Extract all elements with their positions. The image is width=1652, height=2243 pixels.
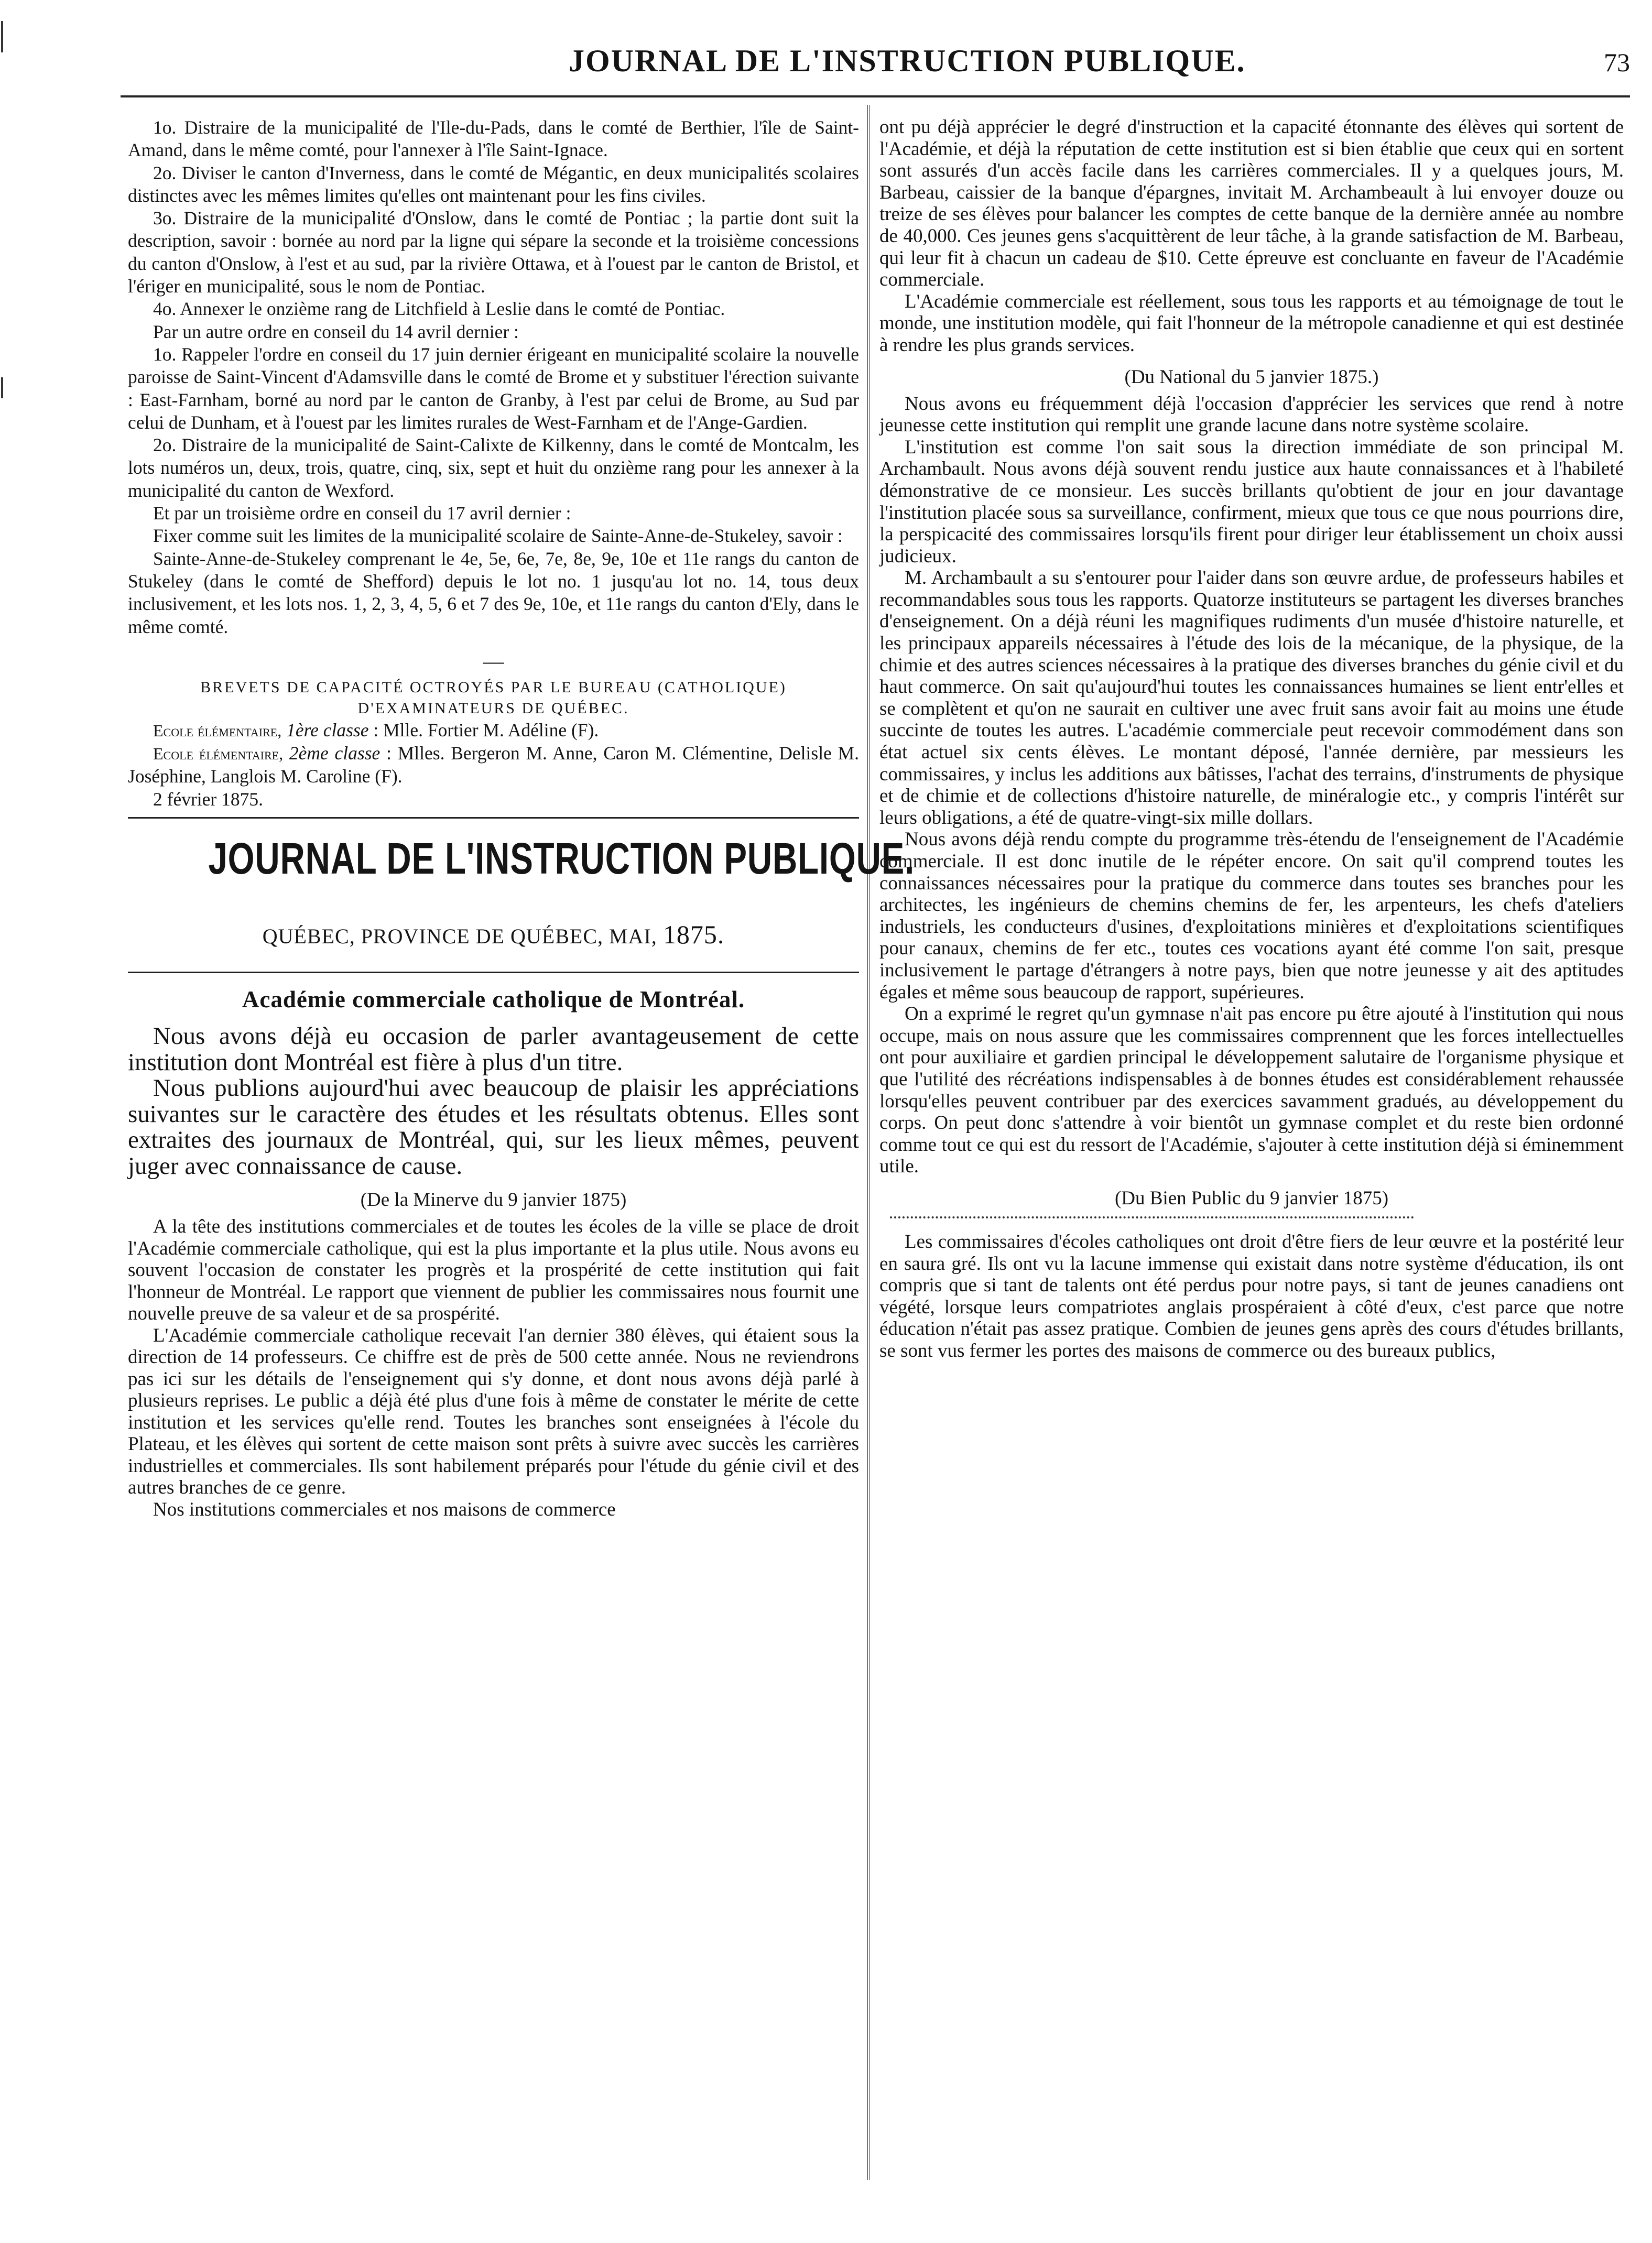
- edge-mark: [1, 377, 3, 398]
- dateline-year: 1875.: [662, 920, 725, 950]
- ecole-date: 2 février 1875.: [153, 788, 263, 810]
- dotted-separator: [890, 1216, 1414, 1218]
- ecole-entry: [128, 719, 859, 742]
- header-title: JOURNAL DE L'INSTRUCTION PUBLIQUE.: [569, 43, 1246, 78]
- section-rule: [128, 817, 859, 819]
- header-rule: [121, 95, 1630, 97]
- article-paragraph: L'Académie commerciale est réellement, sous tous les rapports et au témoignage de tout le monde, une institution modèle, qui fait l'honneur de la métropole canadienne et qui est destinée à rendre les plus grands services.: [879, 290, 1624, 356]
- ecole-label: Ecole élémentaire,: [153, 744, 284, 764]
- dateline-text: QUÉBEC, PROVINCE DE QUÉBEC, MAI,: [262, 924, 657, 949]
- article-paragraph: L'institution est comme l'on sait sous la direction immédiate de son principal M. Archambault. Nous avons déjà souvent rendu justice aux haute connaissances et à l'habileté démonstrative de ce monsieur. Les succès brillants qu'obtient de jour en jour davantage l'institution placée sous sa surveillance, confirment, mieux que tous ce que nous pourrions dire, la perspicacité des commissaires lorsqu'ils firent pour diriger leur établissement un choix aussi judicieux.: [879, 436, 1624, 567]
- column-divider: [867, 105, 871, 2180]
- article-paragraph: Les commissaires d'écoles catholiques ont droit d'être fiers de leur œuvre et la postérité leur en saura gré. Ils ont vu la lacune immense qui existait dans notre système d'éducation, ils ont compris que si tant de talents ont été perdus pour notre pays, si tant de jeunes canadiens ont végété, lorsque leurs compatriotes anglais prospéraient à côté d'eux, c'est parce que notre éducation n'était pas assez pratique. Combien de jeunes gens après des cours d'études brillants, se sont vus fermer les portes des maisons de commerce ou des bureaux publics,: [879, 1231, 1624, 1362]
- source-citation: (De la Minerve du 9 janvier 1875): [360, 1189, 627, 1211]
- ordinance-item: Et par un troisième ordre en conseil du 17 avril dernier :: [153, 503, 571, 524]
- article-paragraph: ont pu déjà apprécier le degré d'instruction et la capacité étonnante des élèves qui sortent de l'Académie, et déjà la réputation de cette institution est si bien établie que ceux qui en sortent sont assurés d'un accès facile dans les carrières commerciales. Il y a quelques jours, M. Barbeau, caissier de la banque d'épargnes, invitait M. Archambeault à lui envoyer douze ou treize de ses élèves pour balancer les comptes de cette banque de la dernière année au nombre de 40,000. Ces jeunes gens s'acquittèrent de leur tâche, à la grande satisfaction de M. Barbeau, qui leur fit à chacun un cadeau de $10. Cette épreuve est concluante en faveur de l'Académie commerciale.: [879, 116, 1624, 291]
- page-number: 73: [1604, 48, 1630, 77]
- article-paragraph: M. Archambault a su s'entourer pour l'aider dans son œuvre ardue, de professeurs habiles et recommandables sous tous les rapports. Quatorze instituteurs se partagent les diverses branches d'enseignement. On a déjà réuni les magnifiques rudiments d'un musée d'histoire naturelle, et les principaux appareils nécessaires à l'étude des lois de la mécanique, de la physique, de la chimie et des autres sciences nécessaires à la pratique des diverses branches du génie civil et du haut commerce. On sait qu'aujourd'hui toutes les connaissances humaines se lient entr'elles et se complètent et qu'on ne saurait en cultiver une avec fruit sans avoir fait au moins une étude succinte de toutes les autres. L'académie commerciale peut recevoir commodément dans son état actuel six cents élèves. Le montant déposé, l'année dernière, par messieurs les commissaires, y inclus les additions aux bâtisses, l'achat des terrains, d'instruments de physique et de chimie et de collections d'histoire naturelle, de minéralogie etc., y compris l'intérêt sur leurs obligations, a été de quatre-vingt-six mille dollars.: [879, 567, 1624, 829]
- dateline: [128, 921, 859, 950]
- intro-paragraph: Nous avons déjà eu occasion de parler avantageusement de cette institution dont Montréal est fière à plus d'un titre.: [128, 1022, 859, 1076]
- ecole-entry: [128, 742, 859, 788]
- page-edge: [0, 0, 6, 2243]
- article-paragraph: Nous avons déjà rendu compte du programme très-étendu de l'enseignement de l'Académie commerciale. Il est donc inutile de le répéter encore. On sait qu'il comprend toutes les connaissances nécessaires pour la pratique du commerce dans toutes ses branches pour les architectes, les ingénieurs de chemins chemins de fer, les arpenteurs, les chefs d'ateliers industriels, les conducteurs d'usines, d'exploitations minières et d'exploitations scientifiques pour canaux, chemins de fer etc., toutes ces vocations ayant été comme l'on sait, presque inclusivement le partage d'étrangers à notre pays, bien que notre jeunesse y ait des aptitudes égales et même sous beaucoup de rapport, supérieures.: [879, 829, 1624, 1003]
- intro-paragraph: Nous publions aujourd'hui avec beaucoup de plaisir les appréciations suivantes sur le caractère des études et les résultats obtenus. Elles sont extraites des journaux de Montréal, qui, sur les lieux mêmes, peuvent juger avec connaissance de cause.: [128, 1074, 859, 1180]
- article-paragraph: A la tête des institutions commerciales et de toutes les écoles de la ville se place de droit l'Académie commerciale catholique, qui est la plus importante et la plus utile. Nous avons eu souvent l'occasion de constater les progrès et la prospérité de cette institution qui fait l'honneur de Montréal. Le rapport que viennent de publier les commissaires nous fournit une nouvelle preuve de sa valeur et de sa prospérité.: [128, 1216, 859, 1325]
- brevets-heading-line-2: D'EXAMINATEURS DE QUÉBEC.: [357, 699, 629, 717]
- ordinance-item: 4o. Annexer le onzième rang de Litchfield à Leslie dans le comté de Pontiac.: [153, 298, 725, 320]
- brevets-heading-line-1: BREVETS DE CAPACITÉ OCTROYÉS PAR LE BUREAU (CATHOLIQUE): [200, 678, 787, 696]
- ecole-label: Ecole élémentaire,: [153, 721, 282, 740]
- right-column: [879, 116, 1624, 1362]
- article-paragraph: L'Académie commerciale catholique recevait l'an dernier 380 élèves, qui étaient sous la direction de 14 professeurs. Ce chiffre est de près de 500 cette année. Nous ne reviendrons pas ici sur les détails de l'enseignement qui s'y donne, et dont nous avons déjà parlé à plusieurs reprises. Le public a déjà été plus d'une fois à même de constater le mérite de cette institution et les services qu'elle rend. Toutes les branches sont enseignées à l'école du Plateau, et les élèves qui sortent de cette maison sont prêts à suivre avec succès les carrières industrielles et commerciales. Ils sont habilement préparés pour l'étude du génie civil et des autres branches de ce genre.: [128, 1324, 859, 1499]
- article-paragraph: On a exprimé le regret qu'un gymnase n'ait pas encore pu être ajouté à l'institution qui nous occupe, mais on nous assure que les commissaires comprennent que les forces intellectuelles ont pour auxiliaire et gardien principal le développement salutaire de l'organisme physique et que l'utilité des récréations indispensables à de bonnes études est considérablement rehaussée lorsqu'elles peuvent contribuer par des exercices savamment gradués, au développement du corps. On peut donc s'attendre à voir bientôt un gymnase complet et du reste bien ordonné comme tout ce qui est du ressort de l'Académie, s'ajouter à cette institution déjà si éminemment utile.: [879, 1003, 1624, 1178]
- edge-mark: [1, 21, 3, 52]
- ordinance-item: Sainte-Anne-de-Stukeley comprenant le 4e, 5e, 6e, 7e, 8e, 9e, 10e et 11e rangs du canton de Stukeley (dans le comté de Shefford) depuis le lot no. 1 jusqu'au lot no. 14, tous deux inclusivement, et les lots nos. 1, 2, 3, 4, 5, 6 et 7 des 9e, 10e, et 11e rangs du canton d'Ely, dans le même comté.: [128, 548, 859, 637]
- ordinance-item: Fixer comme suit les limites de la municipalité scolaire de Sainte-Anne-de-Stukeley, savoir :: [153, 525, 843, 547]
- ecole-class: 1ère classe: [286, 719, 369, 741]
- ordinance-item: 3o. Distraire de la municipalité d'Onslow, dans le comté de Pontiac ; la partie dont suit la description, savoir : bornée au nord par la ligne qui sépare la seconde et la troisième concessions du canton d'Onslow, à l'est et au sud, par la rivière Ottawa, et à l'ouest par le canton de Bristol, et l'ériger en municipalité, sous le nom de Pontiac.: [128, 208, 859, 297]
- source-citation: (Du Bien Public du 9 janvier 1875): [1114, 1187, 1389, 1209]
- ecole-names: : Mlles. Bergeron M. Anne, Caron M. Clémentine, Delisle M. Joséphine, Langlois M. Caroline (F).: [128, 743, 860, 787]
- brevets-heading: [128, 677, 859, 719]
- ordinance-item: 1o. Rappeler l'ordre en conseil du 17 juin dernier érigeant en municipalité scolaire la nouvelle paroisse de Saint-Vincent d'Adamsville dans le comté de Brome et y substituer l'érection suivante : East-Farnham, borné au nord par le canton de Granby, à l'est par celui de Brome, au Sud par celui de Dunham, et à l'ouest par les limites rurales de West-Farnham et de l'Ange-Gardien.: [128, 343, 859, 433]
- article-paragraph: Nous avons eu fréquemment déjà l'occasion d'apprécier les services que rend à notre jeunesse cette institution qui remplit une grande lacune dans notre système scolaire.: [879, 393, 1624, 437]
- article-title: Académie commerciale catholique de Montréal.: [242, 986, 745, 1013]
- masthead: JOURNAL DE L'INSTRUCTION PUBLIQUE.: [208, 834, 915, 884]
- source-citation: (Du National du 5 janvier 1875.): [1124, 366, 1379, 388]
- left-column: [128, 116, 915, 1520]
- ordinance-item: 2o. Distraire de la municipalité de Saint-Calixte de Kilkenny, dans le comté de Montcalm, les lots numéros un, deux, trois, quatre, cinq, six, sept et huit du onzième rang pour les annexer à la municipalité du canton de Wexford.: [128, 434, 859, 501]
- ecole-class: 2ème classe: [289, 743, 381, 764]
- masthead-rule: [128, 972, 859, 973]
- ordinance-item: 2o. Diviser le canton d'Inverness, dans le comté de Mégantic, en deux municipalités scolaires distinctes avec les mêmes limites qu'elles ont maintenant pour les fins civiles.: [128, 162, 859, 206]
- running-header: [121, 43, 1630, 95]
- section-dash: —: [483, 649, 504, 673]
- ecole-names: : Mlle. Fortier M. Adéline (F).: [373, 719, 599, 741]
- article-paragraph: Nos institutions commerciales et nos maisons de commerce: [153, 1498, 616, 1520]
- ordinance-item: 1o. Distraire de la municipalité de l'Ile-du-Pads, dans le comté de Berthier, l'île de Saint-Amand, dans le même comté, pour l'annexer à l'île Saint-Ignace.: [128, 117, 859, 161]
- ordinance-item: Par un autre ordre en conseil du 14 avril dernier :: [153, 321, 519, 342]
